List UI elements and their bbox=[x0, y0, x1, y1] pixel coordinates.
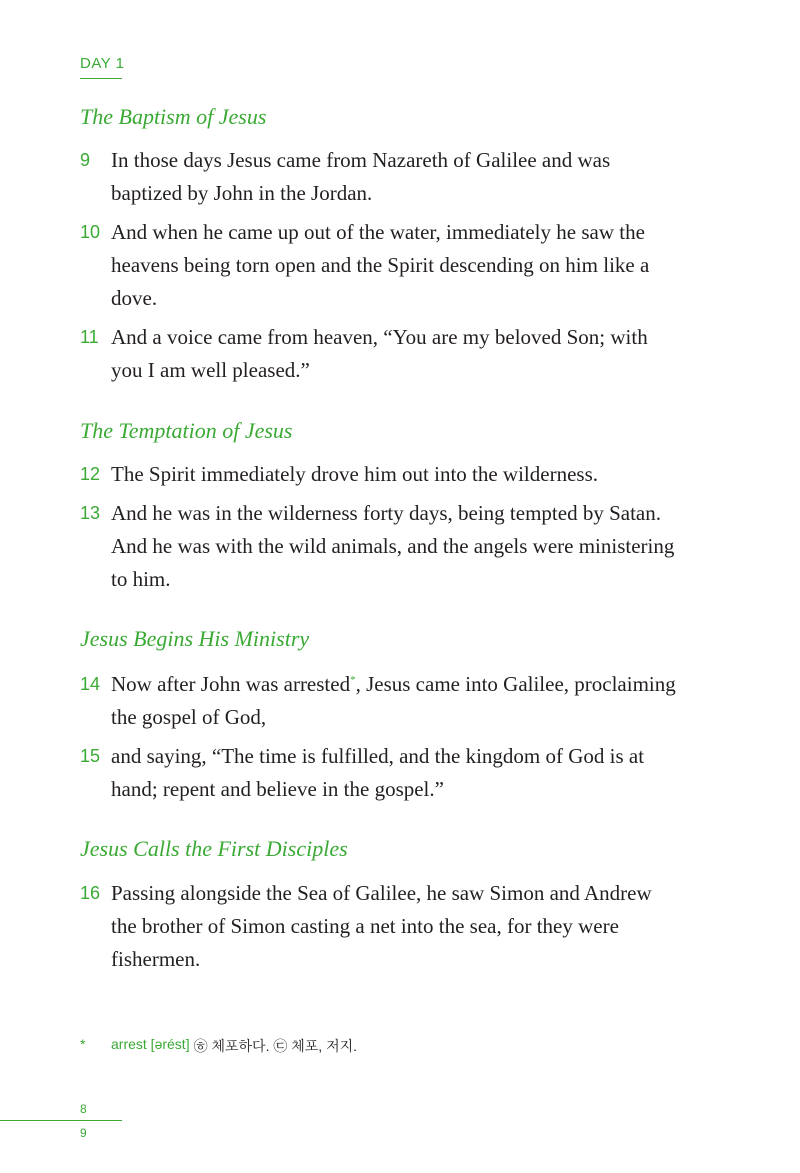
section-heading-temptation: The Temptation of Jesus bbox=[80, 418, 293, 443]
day-label: DAY 1 bbox=[80, 55, 125, 72]
verse-12 bbox=[80, 458, 680, 491]
page-number-left: 8 bbox=[80, 1102, 87, 1116]
verse-number: 15 bbox=[80, 746, 101, 766]
verse-16 bbox=[80, 877, 680, 976]
verse-number: 12 bbox=[80, 464, 101, 484]
verse-text-before: Now after John was arrested bbox=[111, 672, 351, 696]
verse-11 bbox=[80, 321, 680, 387]
page-divider bbox=[0, 1120, 122, 1121]
page-number-right: 9 bbox=[80, 1126, 87, 1140]
footnote-definition: ㉭ 체포하다. ㉢ 체포, 저지. bbox=[193, 1038, 358, 1054]
verse-number: 16 bbox=[80, 883, 101, 903]
verse-text: The Spirit immediately drove him out into the wilderness. bbox=[111, 462, 598, 486]
verse-text: And when he came up out of the water, immediately he saw the heavens being torn open and the Spirit descending on him like a dove. bbox=[111, 220, 650, 310]
section-heading-baptism: The Baptism of Jesus bbox=[80, 104, 267, 129]
verse-text bbox=[111, 668, 680, 734]
verse-text-after: , Jesus came into Galilee, proclaiming the gospel of God, bbox=[111, 672, 676, 729]
footnote bbox=[80, 1036, 357, 1056]
verse-number: 14 bbox=[80, 674, 101, 694]
day-underline bbox=[80, 78, 122, 79]
section-heading-disciples: Jesus Calls the First Disciples bbox=[80, 836, 348, 861]
verse-text: And a voice came from heaven, “You are my beloved Son; with you I am well pleased.” bbox=[111, 325, 648, 382]
verse-text: And he was in the wilderness forty days, being tempted by Satan. And he was with the wild animals, and the angels were ministering to him. bbox=[111, 501, 675, 591]
footnote-marker: * bbox=[350, 674, 356, 686]
verse-number: 9 bbox=[80, 150, 91, 170]
verse-15 bbox=[80, 740, 680, 806]
verse-number: 11 bbox=[80, 327, 99, 347]
footnote-marker: * bbox=[80, 1036, 86, 1052]
verse-text: and saying, “The time is fulfilled, and the kingdom of God is at hand; repent and believe in the gospel.” bbox=[111, 744, 645, 801]
verse-13 bbox=[80, 497, 680, 596]
verse-number: 13 bbox=[80, 503, 101, 523]
verse-text: In those days Jesus came from Nazareth of Galilee and was baptized by John in the Jordan. bbox=[111, 148, 611, 205]
verse-10 bbox=[80, 216, 680, 315]
verse-text: Passing alongside the Sea of Galilee, he saw Simon and Andrew the brother of Simon casting a net into the sea, for they were fishermen. bbox=[111, 881, 652, 971]
verse-14 bbox=[80, 668, 680, 734]
verse-number: 10 bbox=[80, 222, 101, 242]
section-heading-ministry: Jesus Begins His Ministry bbox=[80, 626, 310, 651]
footnote-word: arrest [ərést] bbox=[111, 1036, 190, 1052]
verse-9 bbox=[80, 144, 680, 210]
